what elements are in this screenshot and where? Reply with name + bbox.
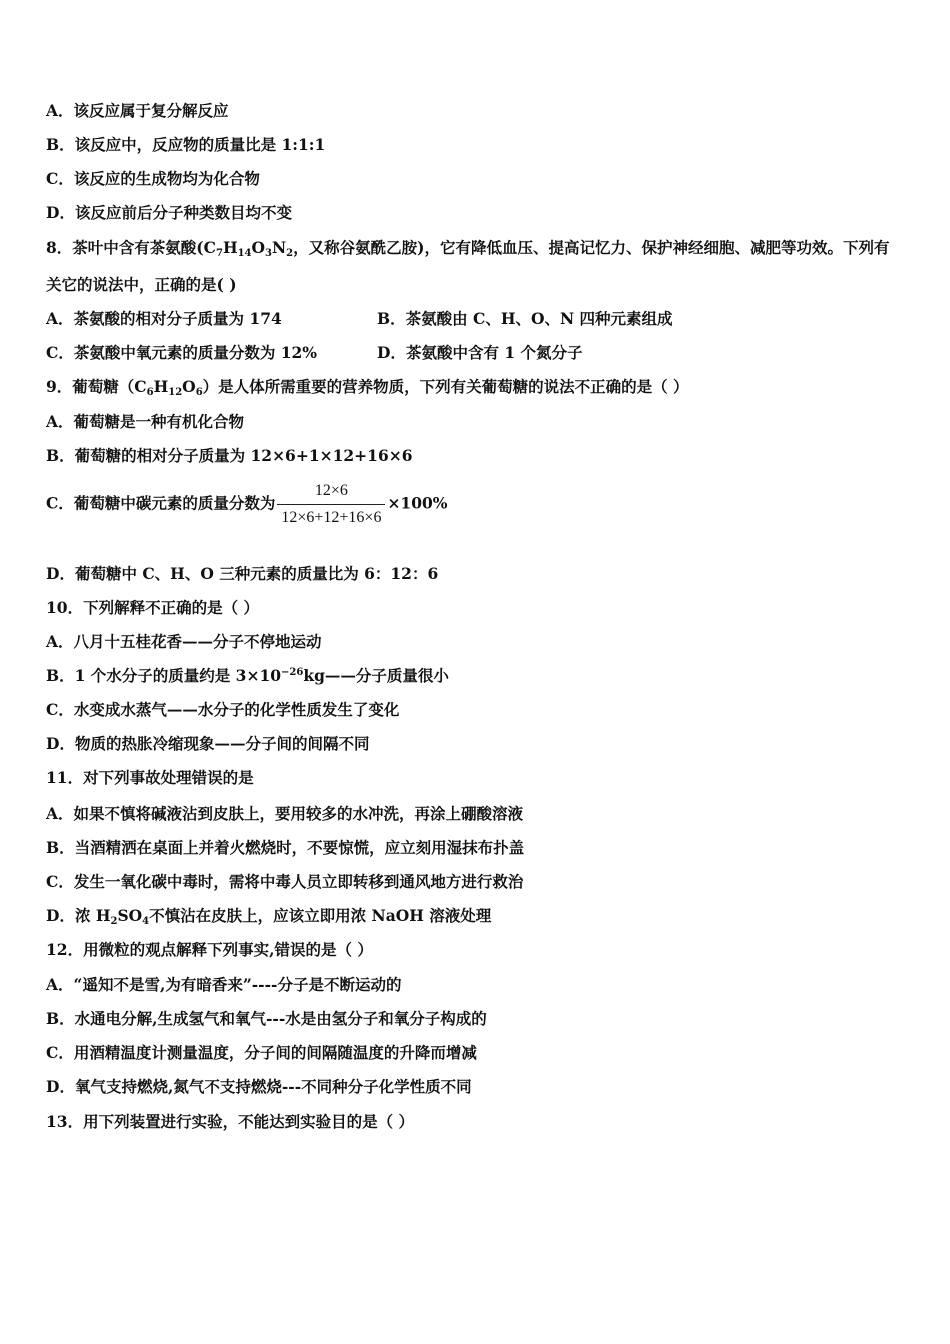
formula-subscript: 14: [237, 248, 252, 259]
q11-option-d-text: D．浓 H: [46, 906, 111, 925]
formula-subscript: 7: [215, 248, 223, 259]
q8-stem-text: 8．茶叶中含有茶氨酸(C: [46, 238, 216, 257]
fraction-denominator: 12×6+12+16×6: [281, 509, 382, 526]
q10-option-c: C．水变成水蒸气——水分子的化学性质发生了变化: [46, 700, 400, 719]
q10-option-b-text: kg——分子质量很小: [303, 666, 449, 685]
formula-element: SO: [117, 906, 143, 925]
formula-subscript: 2: [286, 248, 294, 259]
q10-option-b-text: B．1 个水分子的质量约是 3×10: [46, 666, 282, 685]
q11-option-d-text: 不慎沾在皮肤上，应该立即用浓 NaOH 溶液处理: [149, 906, 492, 925]
formula-subscript: 4: [142, 916, 150, 927]
exponent: −26: [281, 667, 304, 678]
q11-option-c: C．发生一氧化碳中毒时，需将中毒人员立即转移到通风地方进行救治: [46, 872, 524, 891]
q7-option-c: C．该反应的生成物均为化合物: [46, 169, 260, 188]
formula-subscript: 3: [265, 248, 272, 259]
q9-option-c-percent: ×100%: [387, 493, 448, 513]
formula-element: H: [222, 238, 238, 257]
q12-option-d: D．氧气支持燃烧,氮气不支持燃烧---不同种分子化学性质不同: [46, 1077, 472, 1096]
mass-fraction-formula: [277, 480, 385, 529]
q9-stem-text: 9．葡萄糖（C: [46, 377, 147, 396]
q11-option-d: [46, 906, 491, 926]
q12-option-b: B．水通电分解,生成氢气和氧气---水是由氢分子和氧分子构成的: [46, 1009, 487, 1028]
formula-element: O: [251, 238, 266, 257]
q12-option-a: A．“遥知不是雪,为有暗香来”----分子是不断运动的: [46, 975, 402, 994]
formula-element: N: [272, 238, 287, 257]
q8-stem-text: ，又称谷氨酰乙胺)，它有降低血压、提高记忆力、保护神经细胞、减肥等功效。下列有: [293, 238, 890, 257]
q12-stem: 12．用微粒的观点解释下列事实,错误的是（ ）: [46, 940, 373, 959]
q11-stem: 11．对下列事故处理错误的是: [46, 768, 254, 787]
formula-subscript: 6: [195, 387, 203, 398]
formula-element: O: [182, 377, 196, 396]
q9-stem-text: ）是人体所需重要的营养物质，下列有关葡萄糖的说法不正确的是（ ）: [202, 377, 689, 396]
q11-option-b: B．当酒精洒在桌面上并着火燃烧时，不要惊慌，应立刻用湿抹布扑盖: [46, 838, 525, 857]
q7-option-d: D．该反应前后分子种类数目均不变: [46, 203, 292, 222]
q9-option-c: [46, 480, 448, 529]
q13-stem: 13．用下列装置进行实验，不能达到实验目的是（ ）: [46, 1112, 414, 1131]
q9-option-a: A．葡萄糖是一种有机化合物: [46, 412, 245, 431]
q9-stem: [46, 377, 689, 397]
formula-subscript: 6: [146, 387, 154, 398]
q9-option-d: D．葡萄糖中 C、H、O 三种元素的质量比为 6：12：6: [46, 564, 439, 583]
formula-subscript: 2: [110, 916, 118, 927]
formula-subscript: 12: [168, 387, 183, 398]
q9-option-b: B．葡萄糖的相对分子质量为 12×6+1×12+16×6: [46, 446, 413, 465]
q7-option-a: A．该反应属于复分解反应: [46, 101, 229, 120]
q8-stem-line2: 关它的说法中，正确的是( ): [46, 275, 237, 294]
q11-option-a: A．如果不慎将碱液沾到皮肤上，要用较多的水冲洗，再涂上硼酸溶液: [46, 804, 524, 823]
q8-option-a: A．茶氨酸的相对分子质量为 174: [46, 309, 282, 328]
q9-option-c-text: C．葡萄糖中碳元素的质量分数为: [46, 493, 276, 513]
q8-option-b: B．茶氨酸由 C、H、O、N 四种元素组成: [377, 309, 673, 328]
q8-option-d: D．茶氨酸中含有 1 个氮分子: [377, 343, 583, 362]
fraction-numerator: 12×6: [277, 480, 385, 505]
q10-stem: 10．下列解释不正确的是（ ）: [46, 598, 259, 617]
q8-stem: [46, 238, 889, 258]
q7-option-b: B．该反应中，反应物的质量比是 1:1:1: [46, 135, 326, 154]
q10-option-a: A．八月十五桂花香——分子不停地运动: [46, 632, 322, 651]
q10-option-d: D．物质的热胀冷缩现象——分子间的间隔不同: [46, 734, 370, 753]
q8-option-c: C．茶氨酸中氧元素的质量分数为 12%: [46, 343, 318, 362]
q12-option-c: C．用酒精温度计测量温度，分子间的间隔随温度的升降而增减: [46, 1043, 477, 1062]
formula-element: H: [153, 377, 169, 396]
q10-option-b: [46, 666, 449, 686]
